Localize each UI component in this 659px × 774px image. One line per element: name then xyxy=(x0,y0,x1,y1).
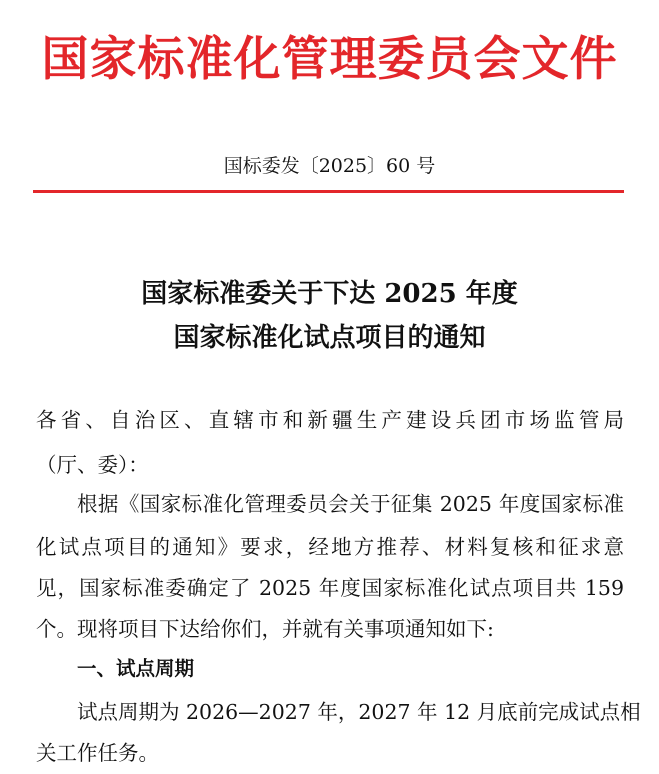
paragraph-1-line-2: 化试点项目的通知》要求，经地方推荐、材料复核和征求意 xyxy=(36,535,624,559)
notice-title-line-1: 国家标准委关于下达 2025 年度 xyxy=(141,279,518,309)
paragraph-1-line-3: 见，国家标准委确定了 2025 年度国家标准化试点项目共 159 xyxy=(36,576,624,600)
paragraph-2-line-1: 试点周期为 2026—2027 年，2027 年 12 月底前完成试点相 xyxy=(77,700,641,724)
paragraph-2-line-2: 关工作任务。 xyxy=(36,741,159,765)
document-number: 国标委发〔2025〕60 号 xyxy=(223,155,436,177)
paragraph-1-line-4: 个。现将项目下达给你们，并就有关事项通知如下: xyxy=(36,617,494,641)
addressee-line-1: 各省、自治区、直辖市和新疆生产建设兵团市场监管局 xyxy=(36,408,624,432)
paragraph-1-line-1: 根据《国家标准化管理委员会关于征集 2025 年度国家标准 xyxy=(77,492,624,516)
red-divider-line xyxy=(33,190,624,193)
section-1-heading: 一、试点周期 xyxy=(77,657,195,680)
notice-title-line-2: 国家标准化试点项目的通知 xyxy=(173,323,486,353)
masthead: 国家标准化管理委员会文件 xyxy=(41,32,618,87)
addressee-line-2: （厅、委）： xyxy=(36,453,149,477)
